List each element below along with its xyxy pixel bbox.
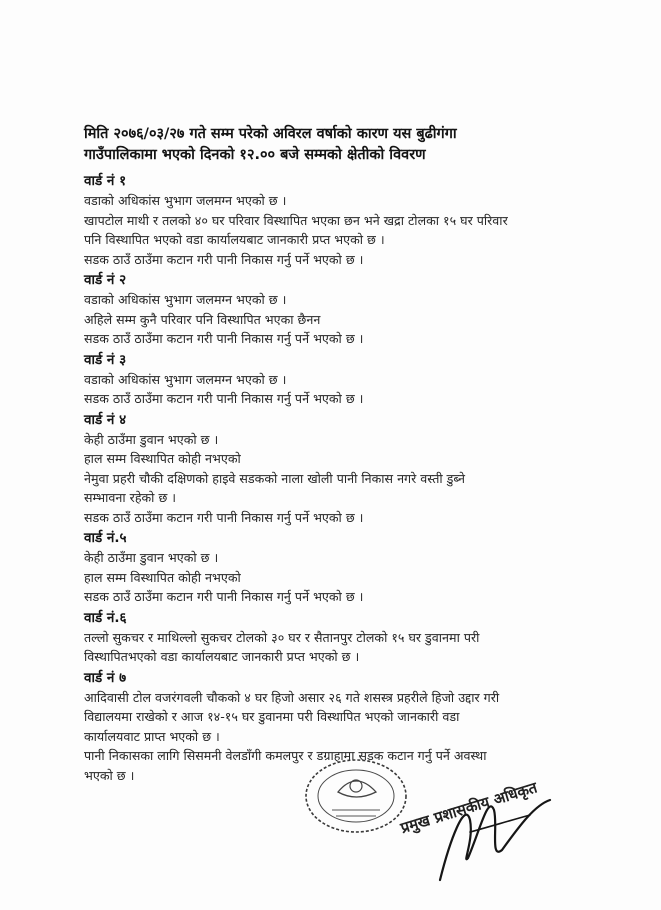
ward-heading: वार्ड नं.५: [84, 530, 127, 546]
report-line: कार्यालयवाट प्राप्त भएको छ ।: [84, 728, 220, 744]
report-line: नेमुवा प्रहरी चौकी दक्षिणको हाइवे सडकको नाला खोली पानी निकास नगरे वस्ती डुब्ने: [84, 470, 465, 486]
title-line-2: गाउँपालिकामा भएको दिनको १२.०० बजे सम्मको क्षेतीको विवरण: [84, 147, 426, 163]
ward-heading: वार्ड नं १: [84, 173, 127, 189]
report-line: वडाको अधिकांस भुभाग जलमग्न भएको छ ।: [84, 292, 287, 307]
report-line: केही ठाउँमा डुवान भएको छ ।: [84, 431, 219, 447]
report-line: सम्भावना रहेको छ ।: [84, 490, 177, 505]
signer-title: प्रमुख प्रशासकीय अधिकृत: [398, 778, 540, 838]
report-line: हाल सम्म विस्थापित कोही नभएको: [84, 569, 241, 585]
ward-heading: वार्ड नं ७: [84, 669, 127, 686]
report-line: विस्थापितभएको वडा कार्यालयबाट जानकारी प्रप्त भएको छ ।: [84, 649, 360, 664]
report-line: हाल सम्म विस्थापित कोही नभएको: [84, 451, 241, 466]
ward-heading: वार्ड नं ३: [84, 351, 127, 368]
report-line: केही ठाउँमा डुवान भएको छ ।: [84, 550, 219, 565]
ward-heading: वार्ड नं २: [84, 272, 127, 288]
ward-report-body: [84, 170, 644, 785]
title-line-1: मिति २०७६/०३/२७ गते सम्म परेको अविरल वर्षाको कारण यस बुढीगंगा: [84, 126, 457, 142]
report-line: सडक ठाउँ ठाउँमा कटान गरी पानी निकास गर्नु पर्ने भएको छ ।: [84, 589, 364, 604]
office-stamp: [298, 752, 416, 838]
report-line: सडक ठाउँ ठाउँमा कटान गरी पानी निकास गर्नु पर्ने भएको छ ।: [84, 509, 364, 525]
report-line: पनि विस्थापित भएको वडा कार्यालयबाट जानकारी प्रप्त भएको छ ।: [84, 232, 385, 247]
report-line: वडाको अधिकांस भुभाग जलमग्न भएको छ ।: [84, 193, 287, 208]
report-line: सडक ठाउँ ठाउँमा कटान गरी पानी निकास गर्नु पर्ने भएको छ ।: [84, 391, 364, 406]
report-line: आदिवासी टोल वजरंगवली चौकको ४ घर हिजो असार २६ गते शसस्त्र प्रहरीले हिजो उद्दार गरी: [84, 689, 500, 705]
ward-heading: वार्ड नं.६: [84, 609, 127, 626]
document-title: [84, 124, 604, 166]
report-line: भएको छ ।: [84, 767, 135, 783]
report-line: विद्यालयमा राखेको र आज १४-१५ घर डुवानमा परी विस्थापित भएको जानकारी वडा: [84, 709, 460, 724]
ward-heading: वार्ड नं ४: [84, 411, 127, 428]
report-line: सडक ठाउँ ठाउँमा कटान गरी पानी निकास गर्नु पर्ने भएको छ ।: [84, 331, 364, 346]
report-line: तल्लो सुकचर र माथिल्लो सुकचर टोलको ३० घर र सैतानपुर टोलको १५ घर डुवानमा परी: [84, 629, 480, 645]
report-line: वडाको अधिकांस भुभाग जलमग्न भएको छ ।: [84, 371, 287, 387]
report-line: सडक ठाउँ ठाउँमा कटान गरी पानी निकास गर्नु पर्ने भएको छ ।: [84, 251, 364, 267]
report-line: खापटोल माथी र तलको ४० घर परिवार विस्थापित भएका छन भने खद्रा टोलका १५ घर परिवार: [84, 212, 508, 228]
report-line: पानी निकासका लागि सिसमनी वेलडाँगी कमलपुर र डग्राहामा सडक कटान गर्नु पर्ने अवस्था: [84, 748, 487, 763]
report-line: अहिले सम्म कुनै परिवार पनि विस्थापित भएका छैनन: [84, 311, 321, 327]
